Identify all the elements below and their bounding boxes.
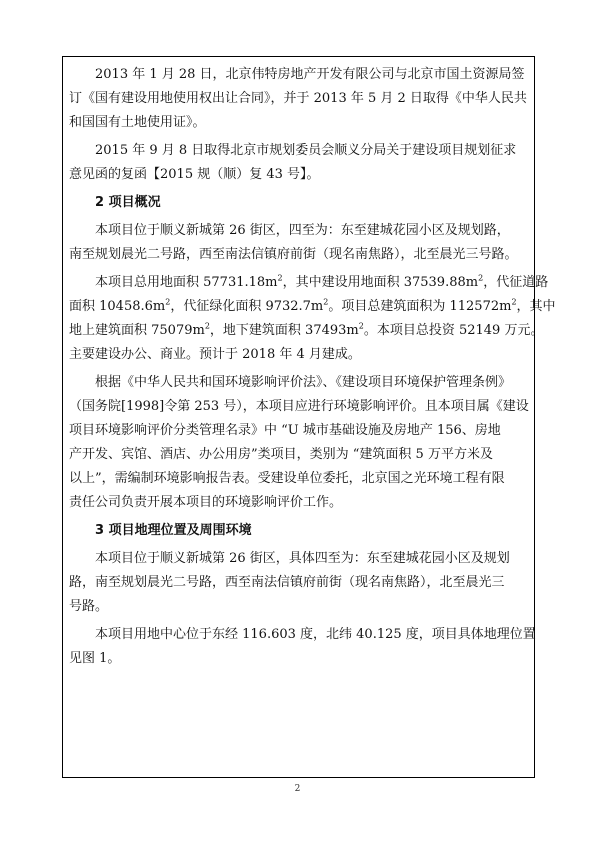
text-line: 产开发、宾馆、酒店、办公用房”类项目，类别为 “建筑面积 5 万平方米及 — [69, 447, 493, 462]
text-line: 2013 年 1 月 28 日，北京伟特房地产开发有限公司与北京市国土资源局签 — [95, 67, 525, 82]
text-line: 面积 $10458.6m^2$，代征绿化面积 $9732.7m^2$。项目总建筑面积为 $112572m^2$，其中 — [69, 297, 556, 314]
text-line: 和国国有土地使用证》。 — [69, 115, 206, 130]
text-line: 以上”，需编制环境影响报告表。受建设单位委托，北京国之光环境工程有限 — [69, 471, 505, 486]
text-line: 见图 1。 — [69, 651, 121, 666]
paragraph-boundaries — [69, 547, 529, 619]
text-line: 项目环境影响评价分类管理名录》中 “U 城市基础设施及房地产 156、房地 — [69, 423, 501, 438]
text-line: 南至规划晨光二号路，西至南法信镇府前街（现名南焦路），北至晨光三号路。 — [69, 247, 518, 262]
section-heading-geography — [69, 519, 529, 543]
paragraph-planning-reply — [69, 139, 529, 187]
paragraph-location — [69, 219, 529, 267]
document-frame — [62, 56, 556, 778]
text-line: 本项目用地中心位于东经 116.603 度，北纬 40.125 度，项目具体地理位置 — [95, 627, 536, 642]
text-line: 2015 年 9 月 8 日取得北京市规划委员会顺义分局关于建设项目规划征求 — [95, 143, 517, 158]
text-line: 本项目位于顺义新城第 26 街区，四至为：东至建城花园小区及规划路， — [95, 223, 510, 238]
text-line: 地上建筑面积 $75079m^2$，地下建筑面积 $37493m^2$。本项目总投资 52149 万元。 — [69, 321, 544, 338]
text-line: 责任公司负责开展本项目的环境影响评价工作。 — [69, 495, 343, 510]
heading-text: 3 项目地理位置及周围环境 — [95, 523, 252, 538]
page-number: 2 — [294, 784, 301, 794]
text-line: 意见函的复函【2015 规（顺）复 43 号】。 — [69, 167, 320, 182]
paragraph-coordinates — [69, 623, 536, 671]
paragraph-area-investment — [69, 271, 556, 367]
section-heading-project-overview — [69, 191, 529, 215]
text-line: 路，南至规划晨光二号路，西至南法信镇府前街（现名南焦路），北至晨光三 — [69, 575, 505, 590]
text-line: 主要建设办公、商业。预计于 2018 年 4 月建成。 — [69, 347, 361, 362]
text-line: （国务院[1998]令第 253 号），本项目应进行环境影响评价。且本项目属《建设 — [69, 399, 529, 414]
paragraph-land-contract — [69, 63, 529, 135]
text-line: 订《国有建设用地使用权出让合同》，并于 2013 年 5 月 2 日取得《中华人民共 — [69, 91, 527, 106]
text-line: 号路。 — [69, 599, 109, 614]
text-line: 本项目位于顺义新城第 26 街区，具体四至为：东至建城花园小区及规划 — [95, 551, 510, 566]
heading-text: 2 项目概况 — [95, 195, 161, 210]
text-line: 根据《中华人民共和国环境影响评价法》、《建设项目环境保护管理条例》 — [95, 375, 512, 390]
text-line: 本项目总用地面积 $57731.18m^2$，其中建设用地面积 $37539.88m^2$，代征道路 — [95, 273, 549, 290]
paragraph-regulatory-basis — [69, 371, 529, 515]
